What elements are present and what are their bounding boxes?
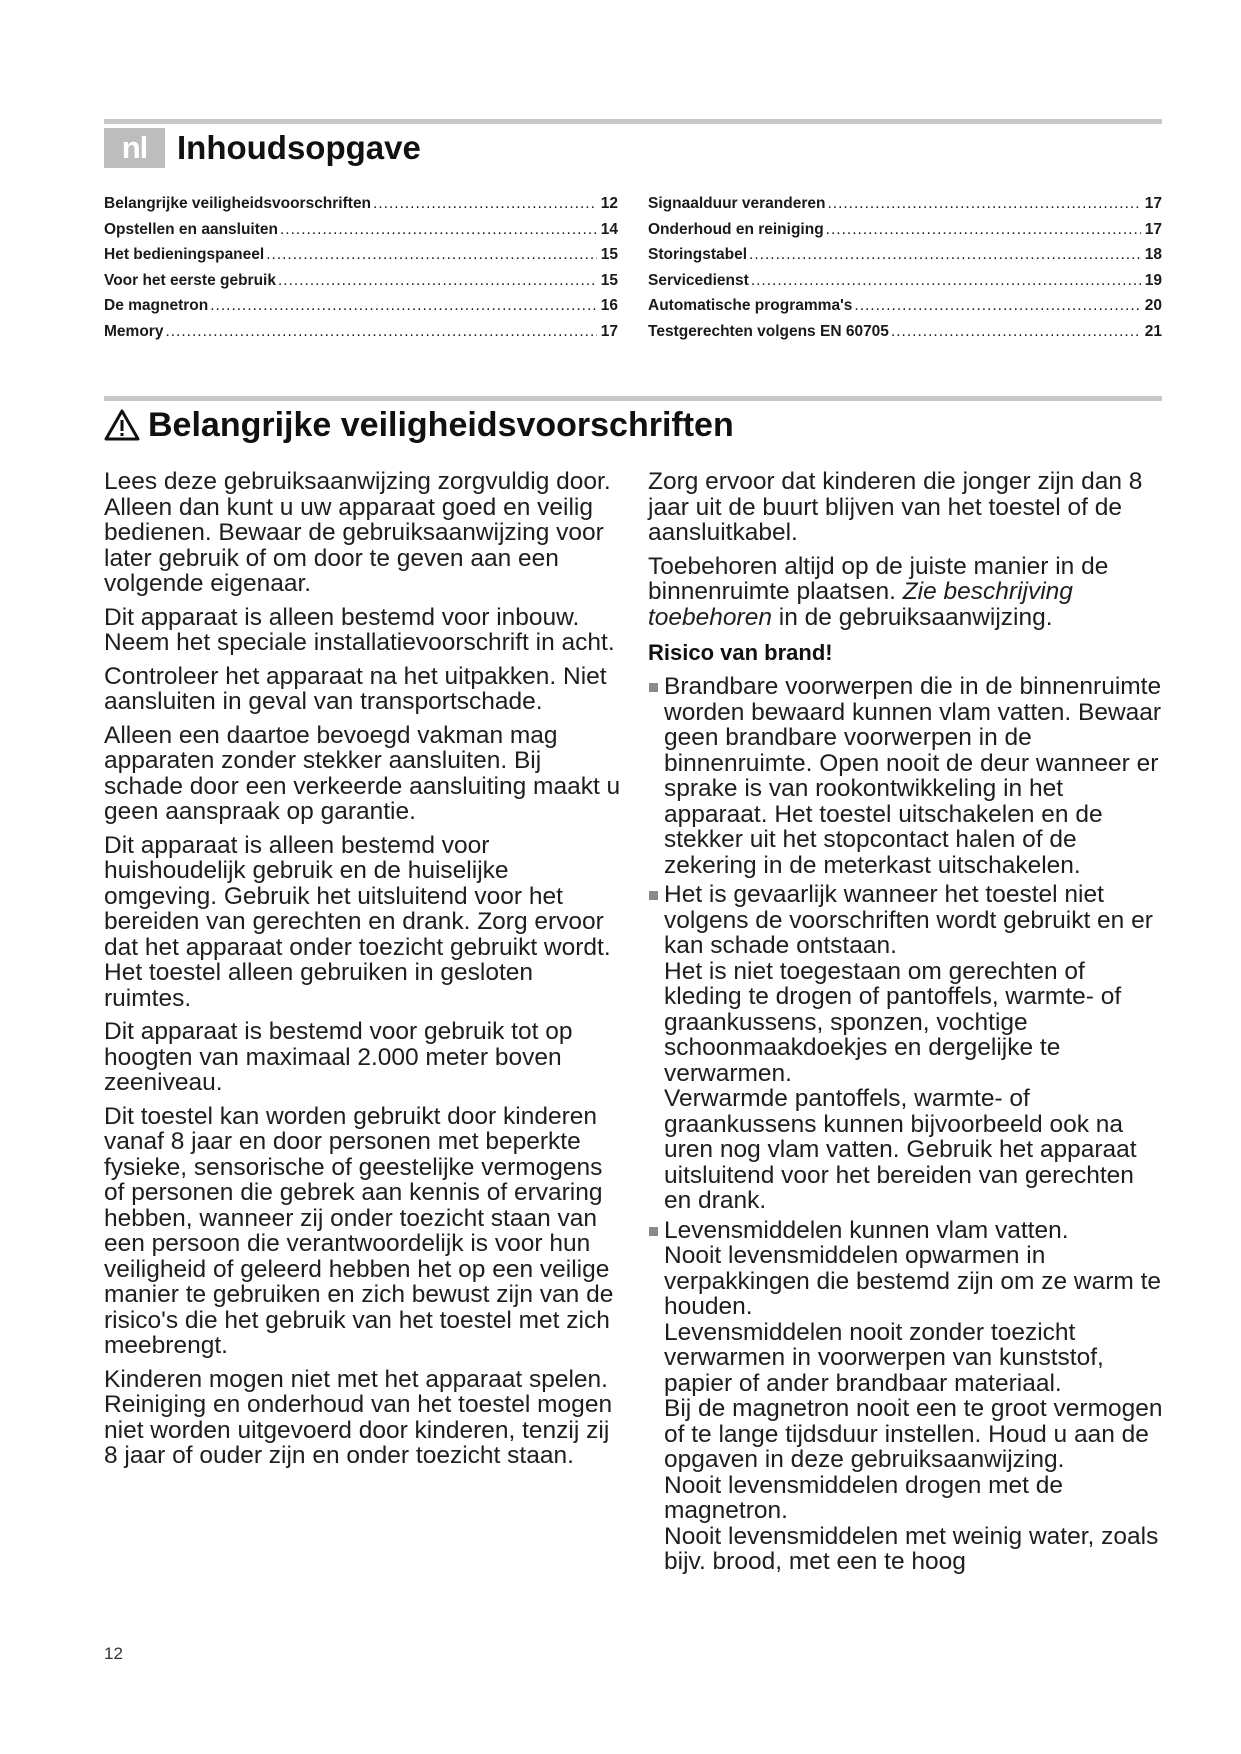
bullet-text: Verwarmde pantoffels, warmte- of graankussens kunnen bijvoorbeeld ook na uren nog vlam vatten. Gebruik het apparaat uitsluitend voor het bereiden van gerechten en drank. [664,1085,1137,1214]
toc-entry-page: 12 [600,195,618,212]
toc-entry-title: Memory [104,322,164,340]
toc-leader [266,246,597,264]
toc-right-column [648,195,1162,348]
bullet-square-icon [649,1227,658,1236]
toc-entry[interactable] [104,323,618,349]
warning-triangle-icon [104,409,140,441]
toc-entry[interactable] [648,246,1162,272]
bullet-square-icon [649,683,658,692]
bullet-text: Brandbare voorwerpen die in de binnenruimte worden bewaard kunnen vlam vatten. Bewaar geen brandbare voorwerpen in de binnenruimte. Open nooit de deur wanneer er sprake is van rookontwikkeling in het apparaat. Het toestel uitschakelen en de stekker uit het stopcontact halen of de zekering in de meterkast uitschakelen. [664,673,1162,879]
toc-entry-page: 15 [600,271,618,289]
paragraph-text: Toebehoren altijd op de juiste manier in de binnenruimte plaatsen. [648,552,1109,605]
toc-entry[interactable] [104,297,618,323]
toc-entry-page: 18 [1144,246,1162,263]
toc-entry-page: 20 [1144,297,1162,314]
paragraph-text: in de gebruiksaanwijzing. [771,603,1053,631]
bullet-item [648,674,1164,878]
bullet-text: Levensmiddelen nooit zonder toezicht verwarmen in voorwerpen van kunststof, papier of ander brandbaar materiaal. [664,1318,1104,1397]
bullet-item [648,1218,1164,1575]
toc-entry[interactable] [104,195,618,221]
toc-entry-title: Onderhoud en reiniging [648,220,824,238]
toc-entry-page: 15 [600,246,618,263]
top-divider [104,119,1162,124]
toc-entry-page: 19 [1144,271,1162,289]
toc-entry-title: Testgerechten volgens EN 60705 [648,322,889,340]
toc-leader [854,297,1140,315]
toc-leader [373,195,597,213]
paragraph: Controleer het apparaat na het uitpakken. Niet aansluiten in geval van transportschade. [104,662,607,715]
toc-entry[interactable] [104,272,618,298]
paragraph: Kinderen mogen niet met het apparaat spelen. Reiniging en onderhoud van het toestel mogen niet worden uitgevoerd door kinderen, tenzij zij 8 jaar of ouder zijn en onder toezicht staan. [104,1365,613,1469]
page-number: 12 [104,1644,123,1663]
toc-entry-page: 17 [1144,220,1162,238]
toc-entry-title: Voor het eerste gebruik [104,271,276,289]
toc-leader [827,195,1140,213]
toc-leader [751,272,1141,290]
toc-title: Inhoudsopgave [177,129,421,166]
toc-entry[interactable] [648,195,1162,221]
toc-entry[interactable] [648,297,1162,323]
toc-entry-title: Belangrijke veiligheidsvoorschriften [104,195,372,212]
cross-reference: Zie beschrijving toebehoren [648,578,1073,631]
toc-left-column [104,195,618,348]
toc-entry[interactable] [648,221,1162,247]
toc-leader [891,323,1141,341]
toc-entry-page: 17 [1144,195,1162,212]
language-badge: nl [104,128,165,168]
bullet-text: Het is gevaarlijk wanneer het toestel niet volgens de voorschriften wordt gebruikt en er kan schade ontstaan. [664,881,1153,959]
toc-entry-title: Opstellen en aansluiten [104,220,278,238]
bullet-text: Levensmiddelen kunnen vlam vatten. [664,1216,1069,1244]
right-text-column [648,469,1164,1579]
toc-leader [210,297,597,315]
toc-entry[interactable] [648,272,1162,298]
toc-entry-title: Het bedieningspaneel [104,246,265,263]
bullet-item [648,882,1164,1214]
paragraph: Dit apparaat is alleen bestemd voor huishoudelijk gebruik en de huiselijke omgeving. Gebruik het uitsluitend voor het bereiden van gerechten en drank. Zorg ervoor dat het apparaat onder toezicht gebruikt wordt. Het toestel alleen gebruiken in gesloten ruimtes. [104,831,611,1012]
paragraph: Zorg ervoor dat kinderen die jonger zijn dan 8 jaar uit de buurt blijven van het toestel of de aansluitkabel. [648,468,1143,546]
bullet-square-icon [649,891,658,900]
toc-entry-page: 17 [600,322,618,340]
toc-leader [826,221,1141,239]
bullet-text: Nooit levensmiddelen opwarmen in verpakkingen die bestemd zijn om ze warm te houden. [664,1242,1162,1320]
paragraph: Dit toestel kan worden gebruikt door kinderen vanaf 8 jaar en door personen met beperkte fysieke, sensorische of geestelijke vermogens of personen die gebrek aan kennis of ervaring hebben, wanneer zij onder toezicht staan van een persoon die verantwoordelijk is voor hun veiligheid of geleerd hebben het op een veilige manier te gebruiken en zich bewust zijn van de risico's die het gebruik van het toestel met zich meebrengt. [104,1102,614,1359]
bullet-text: Het is niet toegestaan om gerechten of kleding te drogen of pantoffels, warmte- of graankussens, sponzen, vochtige schoonmaakdoekjes en dergelijke te verwarmen. [664,957,1122,1087]
bullet-text: Bij de magnetron nooit een te groot vermogen of te lange tijdsduur instellen. Houd u aan de opgaven in deze gebruiksaanwijzing. [664,1395,1163,1473]
toc-entry-title: Signaalduur veranderen [648,195,826,212]
toc-entry-title: De magnetron [104,297,209,314]
toc-leader [280,221,597,239]
section-heading [104,403,734,447]
paragraph: Dit apparaat is alleen bestemd voor inbouw. Neem het speciale installatievoorschrift in acht. [104,603,615,656]
paragraph: Dit apparaat is bestemd voor gebruik tot op hoogten van maximaal 2.000 meter boven zeeniveau. [104,1018,573,1096]
risk-heading: Risico van brand! [648,640,833,665]
toc-leader [749,246,1141,264]
toc-entry[interactable] [648,323,1162,349]
paragraph [648,554,1164,631]
toc-leader [165,323,596,341]
toc-entry-title: Storingstabel [648,246,748,263]
paragraph: Lees deze gebruiksaanwijzing zorgvuldig door. Alleen dan kunt u uw apparaat goed en veilig bedienen. Bewaar de gebruiksaanwijzing voor later gebruik of om door te geven aan een volgende eigenaar. [104,468,611,597]
left-text-column [104,469,624,1477]
toc-entry-page: 21 [1144,322,1162,340]
section-divider [104,396,1162,401]
paragraph: Alleen een daartoe bevoegd vakman mag apparaten zonder stekker aansluiten. Bij schade door een verkeerde aansluiting maakt u geen aanspraak op garantie. [104,721,621,825]
toc-entry-page: 16 [600,297,618,314]
toc-entry[interactable] [104,221,618,247]
toc-entry-page: 14 [600,220,618,238]
bullet-text: Nooit levensmiddelen drogen met de magnetron. [664,1471,1064,1524]
toc-entry-title: Automatische programma's [648,297,853,314]
toc-entry-title: Servicedienst [648,271,749,289]
bullet-text: Nooit levensmiddelen met weinig water, zoals bijv. brood, met een te hoog [664,1522,1159,1575]
toc-leader [278,272,597,290]
toc-entry[interactable] [104,246,618,272]
section-title: Belangrijke veiligheidsvoorschriften [148,406,734,444]
